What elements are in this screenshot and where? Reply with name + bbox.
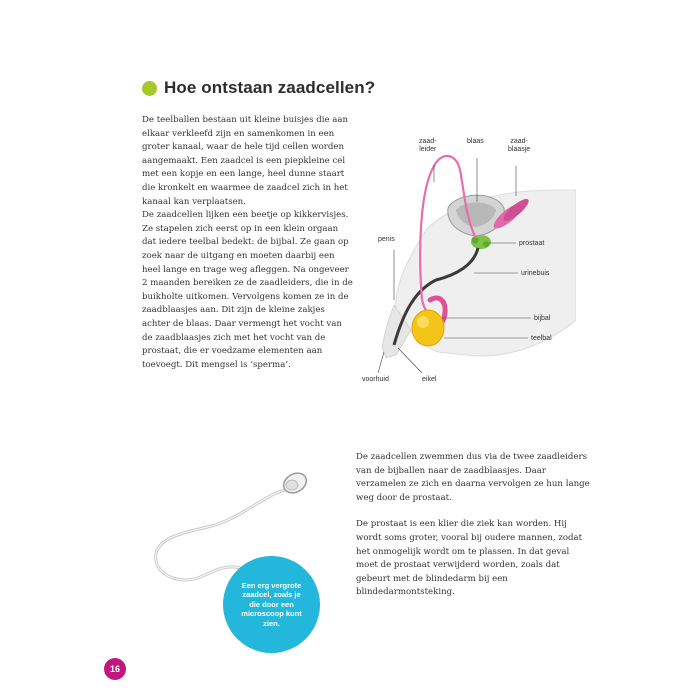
label-zaadleider [419,138,437,154]
label-urinebuis: urinebuis [521,270,550,277]
label-line: zaad- [419,138,437,145]
label-line: leider [419,146,437,153]
label-teelbal: teelbal [531,335,552,342]
label-voorhuid: voorhuid [362,376,389,383]
paragraph: De prostaat is een klier die ziek kan worden. Hij wordt soms groter, vooral bij oudere mannen, zodat het onmogelijk wordt om te plassen. In dat geval moet de prostaat verwijderd worden, zoals dat gebeurt met de blindedarm bij een blindedarmontsteking. [356,519,583,598]
heading-bullet-icon [142,81,157,96]
caption-bubble [223,556,320,653]
reproductive-organs-diagram [356,130,576,392]
section-heading [142,78,375,98]
label-bijbal: bijbal [534,315,551,322]
bubble-caption: Een erg vergrote zaadcel, zoals je die door een microscoop kunt zien. [241,580,302,628]
label-eikel: eikel [422,376,437,383]
label-prostaat: prostaat [519,240,545,247]
label-line: blaasje [508,146,531,153]
left-text-column [142,114,354,372]
anatomy-illustration [356,130,576,392]
label-zaadblaasje [508,138,530,154]
paragraph: De zaadcellen lijken een beetje op kikkervisjes. Ze stapelen zich eerst op in een klein orgaan dat iedere teelbal bedekt: de bijbal. Ze gaan op zoek naar de uitgang en moeten daarbij een heel lange en trage weg afleggen. Na ongeveer 2 maanden bereiken ze de zaadleiders, die in de buikholte uitkomen. Vervolgens komen ze in de zaadblaasjes aan. Dit zijn de kleine zakjes achter de blaas. Daar vermengt het vocht van de zaadblaasjes zich met het vocht van de prostaat, die er voedzame elementen aan toevoegt. Dit mengsel is ‘sperma’. [142,210,353,370]
label-line: zaad- [510,138,528,145]
right-text-column [356,451,591,600]
label-blaas: blaas [467,138,484,145]
paragraph: De teelballen bestaan uit kleine buisjes die aan elkaar verkleefd zijn en samenkomen in een groter kanaal, waar de hele tijd cellen worden aangemaakt. Een zaadcel is een piepkleine cel met een kopje en een lange, heel dunne staart die kronkelt en waarmee de zaadcel zich in het kanaal kan verplaatsen. [142,115,349,207]
page-title: Hoe ontstaan zaadcellen? [164,78,376,97]
label-penis: penis [378,236,395,243]
paragraph: De zaadcellen zwemmen dus via de twee zaadleiders van de bijballen naar de zaadblaasjes. Daar verzamelen ze zich en daarna vervolgen ze hun lange weg door de prostaat. [356,452,590,503]
page-number: 16 [104,658,126,680]
